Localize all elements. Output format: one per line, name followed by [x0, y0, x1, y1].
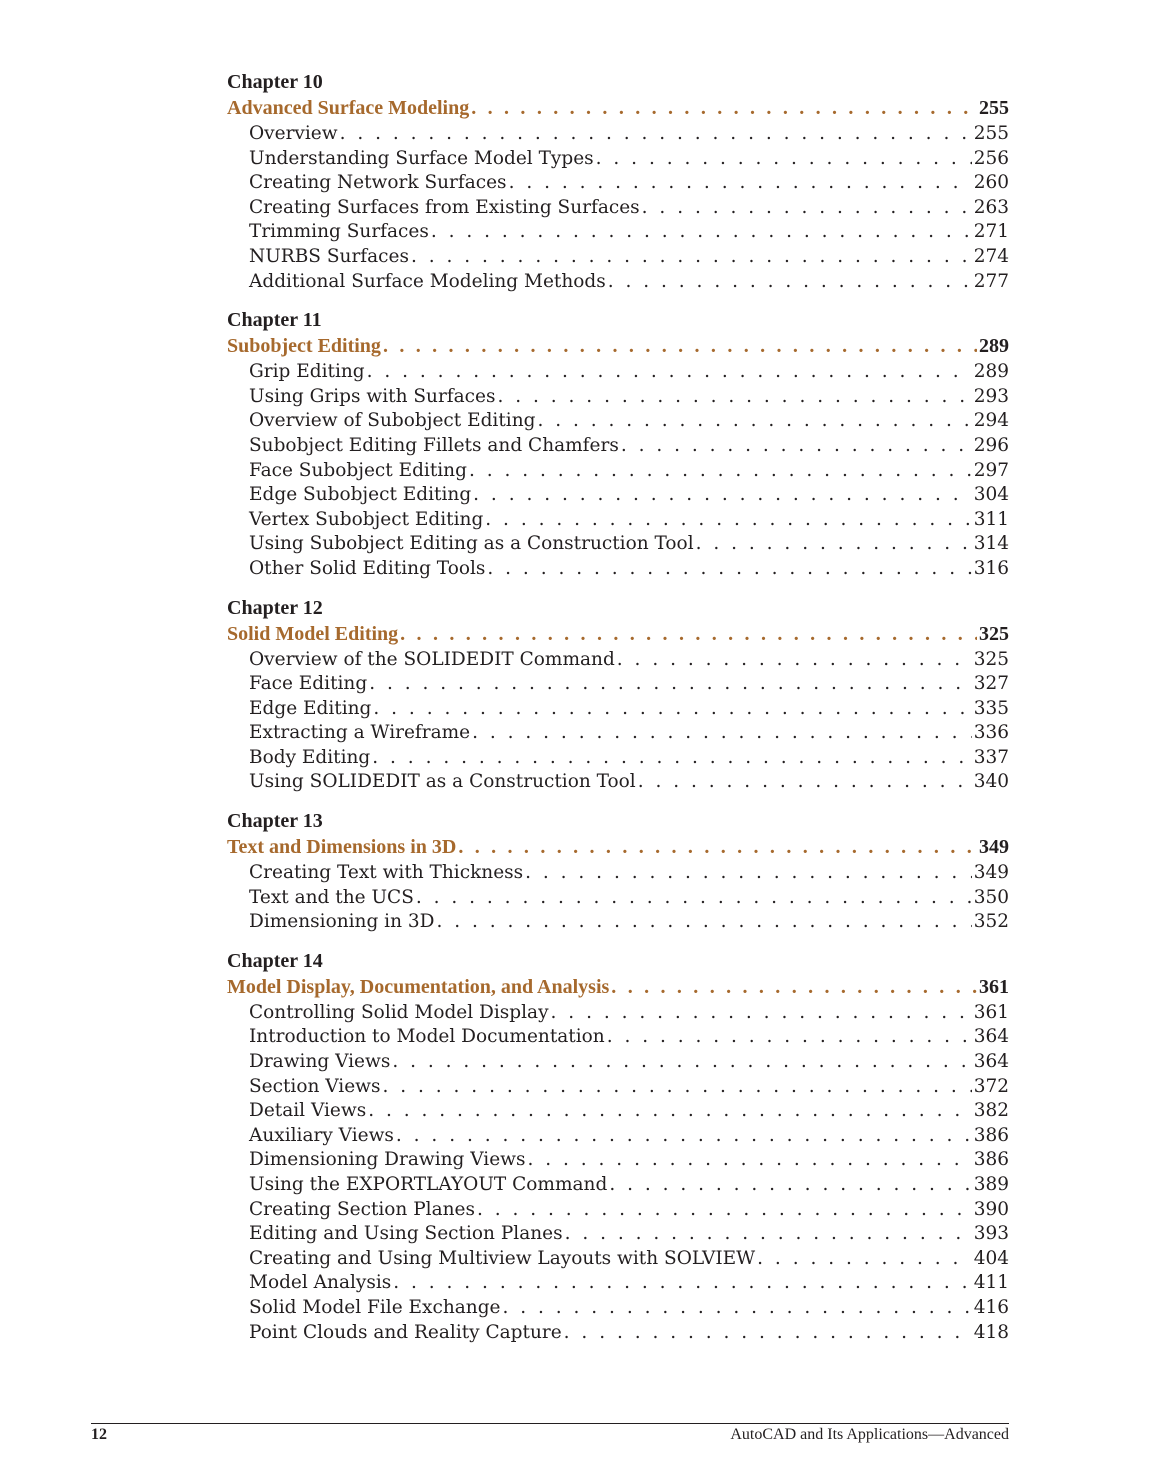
dot-leader	[437, 910, 972, 935]
dot-leader	[383, 332, 977, 360]
dot-leader	[487, 557, 971, 582]
section-page-number: 386	[973, 1149, 1009, 1171]
section-title: Creating Surfaces from Existing Surfaces	[249, 196, 640, 218]
dot-leader	[696, 532, 972, 557]
chapter-title-entry[interactable]	[227, 833, 1009, 861]
section-page-number: 277	[973, 270, 1009, 292]
section-entry[interactable]	[227, 245, 1009, 270]
dot-leader	[551, 1001, 972, 1026]
section-entry[interactable]	[227, 196, 1009, 221]
section-entry[interactable]	[227, 1321, 1009, 1346]
chapter-page-number: 349	[979, 836, 1009, 859]
section-page-number: 416	[973, 1296, 1009, 1318]
chapter-title: Subobject Editing	[227, 335, 381, 358]
section-title: Creating Network Surfaces	[249, 172, 507, 194]
dot-leader	[393, 1271, 971, 1296]
dot-leader	[485, 508, 971, 533]
section-entry[interactable]	[227, 648, 1009, 673]
chapter-label: Chapter 10	[227, 71, 323, 93]
chapter-page-number: 289	[979, 335, 1009, 358]
dot-leader	[498, 385, 972, 410]
chapter-title-entry[interactable]	[227, 973, 1009, 1001]
section-entry[interactable]	[227, 483, 1009, 508]
section-entry[interactable]	[227, 508, 1009, 533]
section-entry[interactable]	[227, 1050, 1009, 1075]
section-title: Body Editing	[249, 746, 371, 768]
section-title: Dimensioning in 3D	[249, 911, 435, 933]
section-title: Other Solid Editing Tools	[249, 557, 486, 579]
chapter-title: Text and Dimensions in 3D	[227, 836, 457, 859]
section-page-number: 271	[973, 221, 1009, 243]
section-title: Using Grips with Surfaces	[249, 385, 496, 407]
section-entry[interactable]	[227, 721, 1009, 746]
section-title: Using SOLIDEDIT as a Construction Tool	[249, 771, 636, 793]
section-title: Edge Subobject Editing	[249, 484, 472, 506]
section-page-number: 411	[973, 1272, 1009, 1294]
table-of-contents	[227, 70, 1009, 1359]
section-title: Additional Surface Modeling Methods	[249, 270, 606, 292]
section-page-number: 304	[973, 484, 1009, 506]
section-title: Edge Editing	[249, 697, 372, 719]
section-entry[interactable]	[227, 672, 1009, 697]
section-title: Point Clouds and Reality Capture	[249, 1321, 562, 1343]
section-page-number: 349	[973, 862, 1009, 884]
section-page-number: 289	[973, 361, 1009, 383]
section-page-number: 255	[973, 123, 1009, 144]
section-page-number: 382	[973, 1100, 1009, 1122]
dot-leader	[565, 1222, 972, 1247]
dot-leader	[617, 648, 972, 673]
section-title: Creating Text with Thickness	[249, 862, 524, 884]
section-entry[interactable]	[227, 122, 1009, 147]
section-title: Overview of Subobject Editing	[249, 410, 536, 432]
section-title: Trimming Surfaces	[249, 221, 429, 243]
section-page-number: 364	[973, 1051, 1009, 1073]
section-entry[interactable]	[227, 1247, 1009, 1272]
section-entry[interactable]	[227, 459, 1009, 484]
dot-leader	[369, 672, 972, 697]
section-page-number: 314	[973, 533, 1009, 555]
section-page-number: 393	[973, 1223, 1009, 1245]
section-entry[interactable]	[227, 1025, 1009, 1050]
chapter-block	[227, 949, 1009, 1345]
section-entry[interactable]	[227, 434, 1009, 459]
section-title: Controlling Solid Model Display	[249, 1001, 549, 1023]
chapter-page-number: 325	[979, 622, 1009, 645]
section-page-number: 293	[973, 385, 1009, 407]
section-entry[interactable]	[227, 1148, 1009, 1173]
chapter-label: Chapter 14	[227, 949, 323, 972]
section-page-number: 274	[973, 245, 1009, 267]
section-page-number: 352	[973, 911, 1009, 933]
book-title: AutoCAD and Its Applications—Advanced	[730, 1426, 1009, 1443]
section-entry[interactable]	[227, 1296, 1009, 1321]
section-entry[interactable]	[227, 697, 1009, 722]
chapter-label: Chapter 13	[227, 810, 323, 833]
section-title: Face Subobject Editing	[249, 459, 467, 481]
section-page-number: 327	[973, 673, 1009, 695]
section-entry[interactable]	[227, 1173, 1009, 1198]
section-title: Text and the UCS	[249, 886, 414, 908]
chapter-page-number: 361	[979, 975, 1009, 998]
section-title: NURBS Surfaces	[249, 245, 409, 267]
section-entry[interactable]	[227, 409, 1009, 434]
section-entry[interactable]	[227, 532, 1009, 557]
section-title: Solid Model File Exchange	[249, 1296, 501, 1318]
section-page-number: 418	[973, 1321, 1009, 1343]
section-page-number: 316	[973, 557, 1009, 579]
chapter-label: Chapter 12	[227, 596, 323, 619]
section-entry[interactable]	[227, 1075, 1009, 1100]
section-entry[interactable]	[227, 557, 1009, 582]
chapter-title-entry[interactable]	[227, 94, 1009, 122]
dot-leader	[757, 1247, 972, 1272]
dot-leader	[383, 1075, 972, 1100]
section-entry[interactable]	[227, 385, 1009, 410]
section-title: Extracting a Wireframe	[249, 722, 471, 744]
dot-leader	[525, 861, 972, 886]
dot-leader	[472, 721, 972, 746]
dot-leader	[473, 483, 972, 508]
section-title: Vertex Subobject Editing	[249, 508, 484, 530]
dot-leader	[638, 770, 972, 795]
section-entry[interactable]	[227, 1271, 1009, 1296]
dot-leader	[396, 1124, 972, 1149]
section-entry[interactable]	[227, 220, 1009, 245]
chapter-block	[227, 596, 1009, 796]
chapter-title-entry[interactable]	[227, 620, 1009, 648]
section-title: Creating Section Planes	[249, 1198, 475, 1220]
section-entry[interactable]	[227, 770, 1009, 795]
section-page-number: 361	[973, 1001, 1009, 1023]
chapter-block	[227, 70, 1009, 294]
dot-leader	[373, 697, 971, 722]
footer-rule	[91, 1423, 1009, 1424]
dot-leader	[608, 270, 972, 295]
section-entry[interactable]	[227, 910, 1009, 935]
section-entry[interactable]	[227, 886, 1009, 911]
dot-leader	[528, 1148, 972, 1173]
section-title: Face Editing	[249, 673, 368, 695]
dot-leader	[621, 434, 972, 459]
section-page-number: 311	[973, 508, 1009, 530]
dot-leader	[564, 1321, 972, 1346]
chapter-label: Chapter 11	[227, 309, 322, 332]
section-page-number: 263	[973, 196, 1009, 218]
dot-leader	[458, 833, 977, 861]
chapter-block	[227, 308, 1009, 581]
section-title: Detail Views	[249, 1100, 367, 1122]
section-page-number: 372	[973, 1075, 1009, 1097]
section-page-number: 256	[973, 147, 1009, 169]
section-entry[interactable]	[227, 270, 1009, 295]
section-page-number: 335	[973, 697, 1009, 719]
section-title: Auxiliary Views	[249, 1124, 394, 1146]
section-page-number: 260	[973, 172, 1009, 194]
section-title: Using Subobject Editing as a Construction Tool	[249, 533, 694, 555]
section-title: Model Analysis	[249, 1272, 392, 1294]
section-entry[interactable]	[227, 1222, 1009, 1247]
section-entry[interactable]	[227, 1198, 1009, 1223]
section-page-number: 386	[973, 1124, 1009, 1146]
dot-leader	[431, 220, 972, 245]
dot-leader	[400, 620, 977, 648]
dot-leader	[609, 1173, 971, 1198]
section-entry[interactable]	[227, 1099, 1009, 1124]
dot-leader	[607, 1025, 972, 1050]
section-page-number: 390	[973, 1198, 1009, 1220]
section-title: Using the EXPORTLAYOUT Command	[249, 1174, 608, 1195]
chapter-page-number: 255	[979, 97, 1009, 119]
section-page-number: 404	[973, 1247, 1009, 1269]
section-page-number: 294	[973, 410, 1009, 432]
dot-leader	[502, 1296, 971, 1321]
section-title: Overview of the SOLIDEDIT Command	[249, 648, 615, 670]
section-entry[interactable]	[227, 147, 1009, 172]
section-title: Section Views	[249, 1075, 381, 1097]
page-number: 12	[91, 1426, 107, 1443]
dot-leader	[596, 147, 972, 172]
dot-leader	[372, 746, 971, 771]
section-page-number: 340	[973, 771, 1009, 793]
dot-leader	[411, 245, 972, 270]
section-page-number: 350	[973, 886, 1009, 908]
dot-leader	[537, 409, 971, 434]
dot-leader	[416, 886, 972, 911]
dot-leader	[642, 196, 972, 221]
section-title: Understanding Surface Model Types	[249, 147, 594, 169]
dot-leader	[469, 459, 972, 484]
section-entry[interactable]	[227, 861, 1009, 886]
dot-leader	[368, 1099, 971, 1124]
section-title: Drawing Views	[249, 1051, 391, 1073]
chapter-title: Solid Model Editing	[227, 622, 399, 645]
dot-leader	[477, 1198, 972, 1223]
section-entry[interactable]	[227, 1124, 1009, 1149]
section-page-number: 296	[973, 434, 1009, 456]
dot-leader	[471, 94, 977, 122]
chapter-block	[227, 809, 1009, 935]
dot-leader	[611, 973, 977, 1001]
section-page-number: 389	[973, 1174, 1009, 1195]
section-entry[interactable]	[227, 360, 1009, 385]
section-title: Creating and Using Multiview Layouts with SOLVIEW	[249, 1247, 756, 1269]
section-page-number: 325	[973, 648, 1009, 670]
section-entry[interactable]	[227, 746, 1009, 771]
section-title: Dimensioning Drawing Views	[249, 1149, 526, 1171]
section-title: Introduction to Model Documentation	[249, 1026, 605, 1048]
section-entry[interactable]	[227, 1001, 1009, 1026]
section-page-number: 337	[973, 746, 1009, 768]
section-page-number: 297	[973, 459, 1009, 481]
section-page-number: 364	[973, 1026, 1009, 1048]
dot-leader	[340, 122, 972, 147]
section-title: Editing and Using Section Planes	[249, 1223, 563, 1245]
dot-leader	[509, 171, 972, 196]
section-title: Overview	[249, 123, 338, 144]
chapter-title-entry[interactable]	[227, 332, 1009, 360]
chapter-title: Advanced Surface Modeling	[227, 97, 470, 119]
dot-leader	[392, 1050, 971, 1075]
dot-leader	[367, 360, 972, 385]
chapter-title: Model Display, Documentation, and Analysis	[227, 975, 610, 998]
section-entry[interactable]	[227, 171, 1009, 196]
section-page-number: 336	[973, 722, 1009, 744]
section-title: Subobject Editing Fillets and Chamfers	[249, 434, 619, 456]
section-title: Grip Editing	[249, 361, 365, 383]
